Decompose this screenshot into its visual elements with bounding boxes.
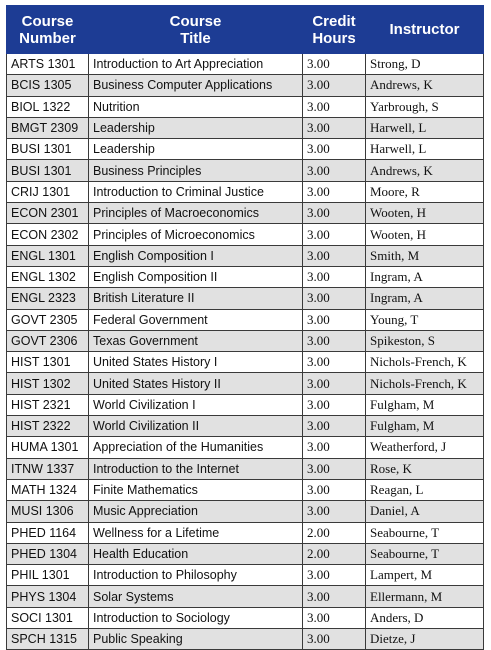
header-credit-hours-line2: Hours	[312, 29, 356, 47]
table-row	[7, 288, 484, 309]
course-number-cell: BUSI 1301	[7, 160, 89, 181]
course-title-cell: Nutrition	[89, 96, 303, 117]
table-row	[7, 416, 484, 437]
course-number-cell: PHIL 1301	[7, 565, 89, 586]
table-row	[7, 266, 484, 287]
table-row	[7, 54, 484, 75]
course-title-cell: World Civilization I	[89, 394, 303, 415]
course-title-cell: Introduction to the Internet	[89, 458, 303, 479]
course-title-cell: Solar Systems	[89, 586, 303, 607]
table-row	[7, 352, 484, 373]
course-title-cell: Finite Mathematics	[89, 479, 303, 500]
table-row	[7, 139, 484, 160]
course-title-cell: Leadership	[89, 139, 303, 160]
course-title-cell: British Literature II	[89, 288, 303, 309]
instructor-cell: Wooten, H	[366, 203, 484, 224]
credit-hours-cell: 3.00	[303, 437, 366, 458]
header-course-title	[89, 6, 303, 54]
course-title-cell: United States History I	[89, 352, 303, 373]
credit-hours-cell: 3.00	[303, 586, 366, 607]
instructor-cell: Yarbrough, S	[366, 96, 484, 117]
instructor-cell: Harwell, L	[366, 139, 484, 160]
table-row	[7, 203, 484, 224]
table-row	[7, 245, 484, 266]
header-instructor: Instructor	[366, 6, 484, 54]
course-number-cell: BMGT 2309	[7, 117, 89, 138]
course-title-cell: Principles of Microeconomics	[89, 224, 303, 245]
table-row	[7, 96, 484, 117]
table-row	[7, 117, 484, 138]
course-number-cell: ECON 2301	[7, 203, 89, 224]
table-body	[7, 54, 484, 650]
course-title-cell: Wellness for a Lifetime	[89, 522, 303, 543]
credit-hours-cell: 3.00	[303, 565, 366, 586]
course-number-cell: HIST 1301	[7, 352, 89, 373]
course-number-cell: PHYS 1304	[7, 586, 89, 607]
course-table	[6, 5, 484, 650]
credit-hours-cell: 3.00	[303, 479, 366, 500]
instructor-cell: Young, T	[366, 309, 484, 330]
credit-hours-cell: 3.00	[303, 394, 366, 415]
credit-hours-cell: 3.00	[303, 416, 366, 437]
table-row	[7, 543, 484, 564]
credit-hours-cell: 3.00	[303, 352, 366, 373]
course-number-cell: BUSI 1301	[7, 139, 89, 160]
course-title-cell: Appreciation of the Humanities	[89, 437, 303, 458]
course-number-cell: PHED 1304	[7, 543, 89, 564]
course-number-cell: BCIS 1305	[7, 75, 89, 96]
table-header	[7, 6, 484, 54]
table-row	[7, 394, 484, 415]
course-number-cell: GOVT 2306	[7, 330, 89, 351]
course-schedule	[6, 5, 483, 650]
course-number-cell: HIST 1302	[7, 373, 89, 394]
header-credit-hours-line1: Credit	[312, 12, 356, 30]
header-course-title-line1: Course	[169, 12, 222, 30]
instructor-cell: Ingram, A	[366, 288, 484, 309]
credit-hours-cell: 3.00	[303, 373, 366, 394]
course-number-cell: PHED 1164	[7, 522, 89, 543]
instructor-cell: Wooten, H	[366, 224, 484, 245]
instructor-cell: Rose, K	[366, 458, 484, 479]
course-title-cell: Public Speaking	[89, 629, 303, 650]
course-number-cell: HIST 2322	[7, 416, 89, 437]
table-row	[7, 330, 484, 351]
credit-hours-cell: 3.00	[303, 139, 366, 160]
course-title-cell: Introduction to Criminal Justice	[89, 181, 303, 202]
course-number-cell: BIOL 1322	[7, 96, 89, 117]
instructor-cell: Andrews, K	[366, 75, 484, 96]
credit-hours-cell: 3.00	[303, 245, 366, 266]
course-title-cell: Business Principles	[89, 160, 303, 181]
table-row	[7, 373, 484, 394]
course-number-cell: CRIJ 1301	[7, 181, 89, 202]
instructor-cell: Fulgham, M	[366, 416, 484, 437]
course-title-cell: Leadership	[89, 117, 303, 138]
credit-hours-cell: 3.00	[303, 629, 366, 650]
credit-hours-cell: 3.00	[303, 54, 366, 75]
instructor-cell: Fulgham, M	[366, 394, 484, 415]
table-row	[7, 479, 484, 500]
instructor-cell: Moore, R	[366, 181, 484, 202]
course-number-cell: SPCH 1315	[7, 629, 89, 650]
credit-hours-cell: 3.00	[303, 160, 366, 181]
table-row	[7, 522, 484, 543]
instructor-cell: Nichols-French, K	[366, 352, 484, 373]
course-number-cell: ENGL 1302	[7, 266, 89, 287]
credit-hours-cell: 3.00	[303, 266, 366, 287]
header-course-number	[7, 6, 89, 54]
course-title-cell: Principles of Macroeconomics	[89, 203, 303, 224]
header-course-title-line2: Title	[180, 29, 211, 47]
course-title-cell: Federal Government	[89, 309, 303, 330]
instructor-cell: Lampert, M	[366, 565, 484, 586]
credit-hours-cell: 3.00	[303, 607, 366, 628]
course-number-cell: HUMA 1301	[7, 437, 89, 458]
credit-hours-cell: 3.00	[303, 288, 366, 309]
credit-hours-cell: 3.00	[303, 224, 366, 245]
table-row	[7, 224, 484, 245]
table-row	[7, 586, 484, 607]
credit-hours-cell: 3.00	[303, 203, 366, 224]
course-number-cell: ITNW 1337	[7, 458, 89, 479]
course-number-cell: ENGL 1301	[7, 245, 89, 266]
credit-hours-cell: 3.00	[303, 330, 366, 351]
course-number-cell: GOVT 2305	[7, 309, 89, 330]
header-credit-hours	[303, 6, 366, 54]
course-number-cell: MATH 1324	[7, 479, 89, 500]
credit-hours-cell: 2.00	[303, 522, 366, 543]
course-title-cell: English Composition II	[89, 266, 303, 287]
course-title-cell: United States History II	[89, 373, 303, 394]
table-row	[7, 181, 484, 202]
course-number-cell: HIST 2321	[7, 394, 89, 415]
course-number-cell: ECON 2302	[7, 224, 89, 245]
instructor-cell: Anders, D	[366, 607, 484, 628]
course-title-cell: Business Computer Applications	[89, 75, 303, 96]
credit-hours-cell: 3.00	[303, 309, 366, 330]
instructor-cell: Harwell, L	[366, 117, 484, 138]
header-course-number-line1: Course	[21, 12, 74, 30]
instructor-cell: Strong, D	[366, 54, 484, 75]
credit-hours-cell: 3.00	[303, 181, 366, 202]
instructor-cell: Seabourne, T	[366, 543, 484, 564]
table-row	[7, 565, 484, 586]
course-title-cell: English Composition I	[89, 245, 303, 266]
table-row	[7, 629, 484, 650]
instructor-cell: Nichols-French, K	[366, 373, 484, 394]
table-row	[7, 160, 484, 181]
course-title-cell: Health Education	[89, 543, 303, 564]
course-title-cell: Music Appreciation	[89, 501, 303, 522]
course-number-cell: MUSI 1306	[7, 501, 89, 522]
credit-hours-cell: 3.00	[303, 75, 366, 96]
instructor-cell: Seabourne, T	[366, 522, 484, 543]
course-title-cell: Introduction to Art Appreciation	[89, 54, 303, 75]
course-title-cell: World Civilization II	[89, 416, 303, 437]
table-row	[7, 501, 484, 522]
instructor-cell: Spikeston, S	[366, 330, 484, 351]
instructor-cell: Andrews, K	[366, 160, 484, 181]
course-number-cell: ARTS 1301	[7, 54, 89, 75]
table-row	[7, 607, 484, 628]
course-title-cell: Introduction to Sociology	[89, 607, 303, 628]
credit-hours-cell: 3.00	[303, 96, 366, 117]
instructor-cell: Weatherford, J	[366, 437, 484, 458]
table-row	[7, 458, 484, 479]
credit-hours-cell: 3.00	[303, 458, 366, 479]
course-title-cell: Texas Government	[89, 330, 303, 351]
header-course-number-line2: Number	[19, 29, 76, 47]
header-row	[7, 6, 484, 54]
instructor-cell: Smith, M	[366, 245, 484, 266]
instructor-cell: Daniel, A	[366, 501, 484, 522]
table-row	[7, 309, 484, 330]
credit-hours-cell: 3.00	[303, 117, 366, 138]
instructor-cell: Reagan, L	[366, 479, 484, 500]
instructor-cell: Ingram, A	[366, 266, 484, 287]
course-number-cell: SOCI 1301	[7, 607, 89, 628]
instructor-cell: Dietze, J	[366, 629, 484, 650]
course-title-cell: Introduction to Philosophy	[89, 565, 303, 586]
course-number-cell: ENGL 2323	[7, 288, 89, 309]
credit-hours-cell: 2.00	[303, 543, 366, 564]
instructor-cell: Ellermann, M	[366, 586, 484, 607]
table-row	[7, 437, 484, 458]
table-row	[7, 75, 484, 96]
credit-hours-cell: 3.00	[303, 501, 366, 522]
